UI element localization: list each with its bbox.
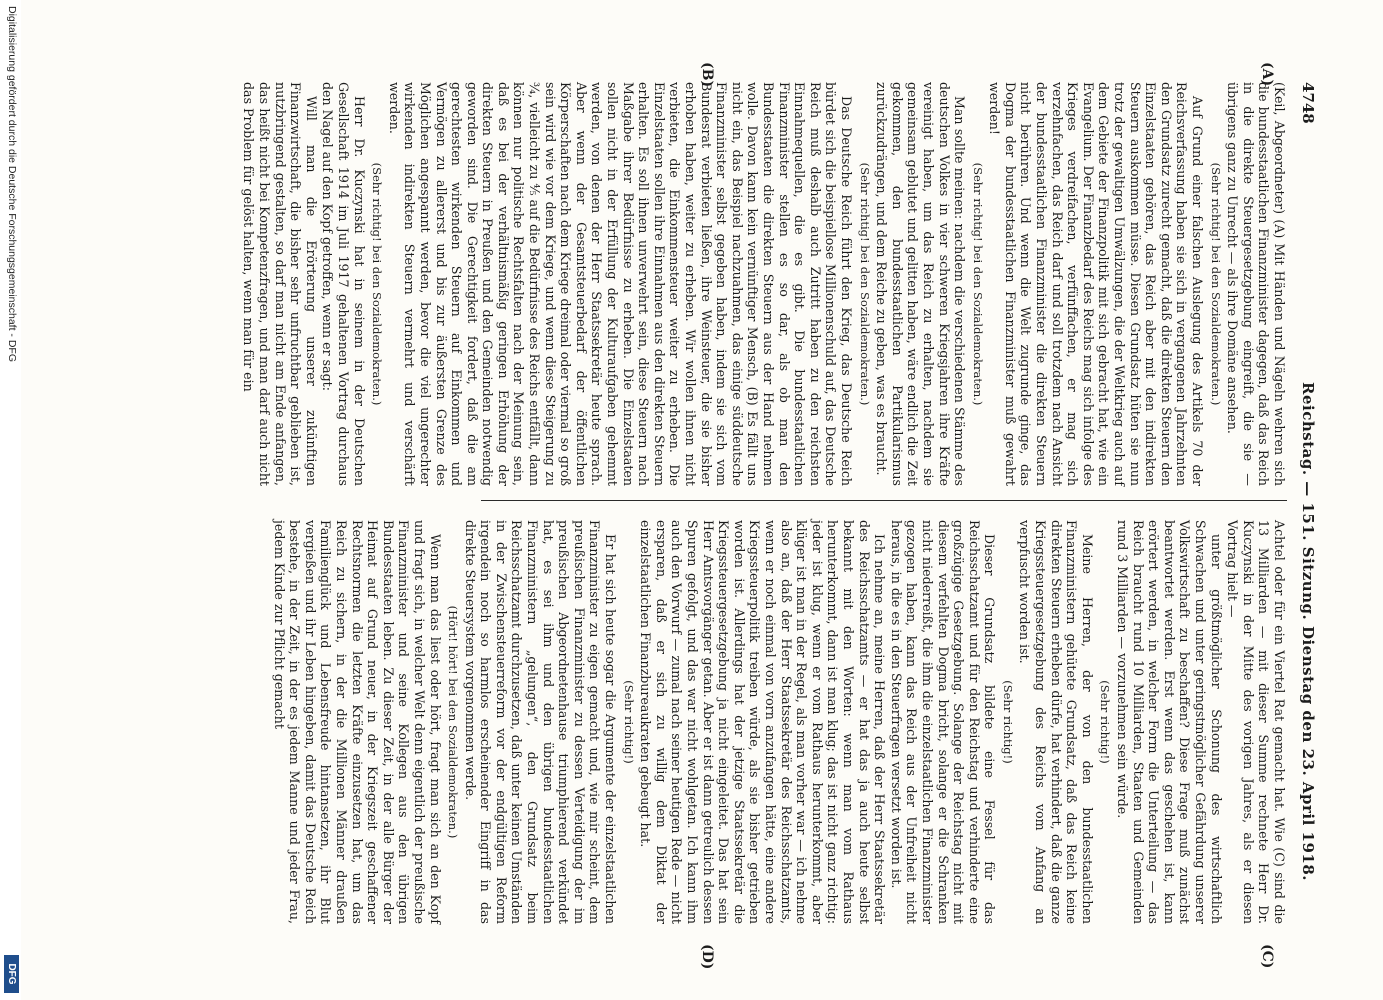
interjection: (Sehr richtig!)	[621, 680, 636, 764]
funding-notice: Digitalisierung gefördert durch die Deutsche Forschungsgemeinschaft - DFG	[6, 6, 18, 363]
interjection: (Sehr richtig! bei den Sozialdemokraten.)	[970, 162, 985, 406]
interjection: (Sehr richtig! bei den Sozialdemokraten.)	[1208, 162, 1223, 406]
margin-marker-a: (A)	[1259, 62, 1275, 87]
paragraph: Achtel oder für ein Viertel Rat gemacht hat. Wie (C) sind die 13 Milliarden — mit dieser Summe rechnete Herr Dr. Kuczynski in der Mitte des vorigen Jahres, als er diesen Vortrag hielt —	[1225, 520, 1287, 924]
interjection: (Sehr richtig! bei den Sozialdemokraten.)	[857, 162, 872, 406]
interjection: (Sehr richtig!)	[1000, 680, 1015, 764]
dfg-logo: DFG	[4, 955, 19, 993]
interjection: (Hört! hört! bei den Sozialdemokraten.)	[446, 605, 461, 839]
margin-marker-c: (C)	[1259, 944, 1275, 969]
paragraph: Dieser Grundsatz bildete eine Fessel für das Reichsschatzamt und für den Reichstag und verhinderte eine großzügige Gesetzgebung. Solange der Reichstag nicht mit diesem verfehlten Dogma bricht, solange er die Schranken nicht niederreißt, die ihm die einzelstaatlichen Finanzminister gezogen haben, kann das Reich aus der Unfreiheit nicht heraus, in die es in den Steuerfragen versetzt worden ist.	[888, 520, 998, 924]
left-column	[241, 82, 1287, 486]
paragraph: Auf Grund einer falschen Auslegung des Artikels 70 der Reichsverfassung haben sie sich in vergangenen Jahrzehnten den Grundsatz zurecht gemacht, daß die direkten Steuern den Einzelstaaten gehören, das Reich aber mit den indirekten Steuern auskommen müsse. Diesen Grundsatz hüten sie nun trotz der gewaltigen Umwälzungen, die der Weltkrieg auch auf dem Gebiete der Finanzpolitik mit sich gebracht hat, wie ein Evangelium. Der Finanzbedarf des Reichs mag sich infolge des Krieges verdreifachen, verfünffachen, er mag sich verzehnfachen, das Reich darf und soll trotzdem nach Ansicht der bundesstaatlichen Finanzminister die direkten Steuern nicht berühren. Und wenn die Welt zugrunde ginge, das Dogma der bundesstaatlichen Finanzminister muß gewahrt werden!	[987, 82, 1206, 486]
paragraph: (Keil, Abgeordneter) (A) Mit Händen und Nägeln wehren sich die bundesstaatlichen Finanzminister dagegen, daß das Reich in die direkte Steuergesetzgebung eingreift, die sie — übrigens ganz zu Unrecht — als ihre Domäne ansehen.	[1225, 82, 1287, 486]
column-divider	[481, 500, 1287, 501]
paragraph: Herr Dr. Kuczynski hat in seinem in der Deutschen Gesellschaft 1914 im Juli 1917 gehaltenen Vortrag durchaus den Nagel auf den Kopf getroffen, wenn er sagt:	[320, 82, 367, 486]
right-column	[271, 520, 1287, 924]
quotation: Will man die Erörterung unserer zukünftigen Finanzwirtschaft, die bisher sehr unfruchtbar geblieben ist, nutzbringend gestalten, so darf man nicht am Ende anfangen, das heißt nicht bei Kompetenzfragen, und man darf auch nicht das Problem für gelöst halten, wenn man für ein	[241, 82, 319, 486]
paragraph: Man sollte meinen: nachdem die verschiedenen Stämme des deutschen Volkes in vier schweren Kriegsjahren ihre Kräfte vereinigt haben, um das Reich zu erhalten, nachdem sie gemeinsam geblutet und gelitten haben, wäre endlich die Zeit gekommen, den bundesstaatlichen Partikularismus zurückzudrängen, und dem Reiche zu geben, was es braucht.	[874, 82, 968, 486]
page-number: 4748	[1299, 82, 1317, 124]
paragraph: Wenn man das liest oder hört, fragt man sich an den Kopf und fragt sich, in welcher Welt denn eigentlich der preußische Finanzminister und seine Kollegen aus den übrigen Bundesstaaten leben. Zu dieser Zeit, in der alle Bürger der Heimat auf Grund neuer, in der Kriegszeit geschaffener Rechtsnormen die letzten Kräfte einzusetzen hat, um das Reich zu sichern, in der die Millionen Männer draußen Familienglück und Lebensfreude hintansetzen, ihr Blut vergießen und ihr Leben hingeben, damit das Deutsche Reich bestehe, in der Zeit, in der es jedem Manne und jeder Frau, jedem Kinde zur Pflicht gemacht	[271, 520, 443, 924]
paragraph: Meine Herren, der von den bundesstaatlichen Finanzministern gehütete Grundsatz, daß das Reich keine direkten Steuern erheben dürfe, hat verhindert, daß die ganze Kriegssteuergesetzgebung des Reichs vom Anfang an verpfuscht worden ist.	[1017, 520, 1095, 924]
quotation: unter größtmöglicher Schonung des wirtschaftlich Schwachen und unter geringstmöglicher Gefährdung unserer Volkswirtschaft zu beschaffen? Diese Frage muß zunächst beantwortet werden. Erst wenn das geschehen ist, kann erörtert werden, in welcher Form die Unterteilung — das Reich braucht rund 10 Milliarden, Staaten und Gemeinden rund 3 Milliarden — vorzunehmen sein würde.	[1115, 520, 1224, 924]
interjection: (Sehr richtig!)	[1098, 680, 1113, 764]
session-info: Reichstag. — 151. Sitzung. Dienstag den 23. April 1918.	[1299, 382, 1317, 882]
paragraph: Das Deutsche Reich führt den Krieg, das Deutsche Reich bürdet sich die beispiellose Millionenschuld auf, das Deutsche Reich muß deshalb auch Zutritt haben zu den reichsten Einnahmequellen, die es gibt. Die bundesstaatlichen Finanzminister stellen es so dar, als ob man den Bundesstaaten die direkten Steuern aus der Hand nehmen wolle. Davon kann kein vernünftiger Mensch, (B) Es fällt uns nicht ein, das Beispiel nachzuahmen, das einige süddeutsche Finanzminister selbst gegeben haben, indem sie sich vom Bundesrat verbieten ließen, ihre Weinsteuer, die sie bisher erhoben haben, weiter zu erheben. Wir wollen ihnen nicht verbieten, die Einkommensteuer weiter zu erheben. Die Einzelstaaten sollen ihre Einnahmen aus den direkten Steuern erhalten. Es soll ihnen unverwehrt sein, diese Steuern nach Maßgabe ihrer Bedürfnisse zu erheben. Die Einzelstaaten sollen nicht in der Erfüllung der Kulturaufgaben gehemmt werden, von denen der Herr Staatssekretär heute sprach. Aber wenn der Gesamtsteuerbedarf der öffentlichen Körperschaften nach dem Kriege dreimal oder viermal so groß sein wird wie vor dem Kriege, und wenn diese Steigerung zu ¾, vielleicht zu ⅘ auf die Bedürfnisse des Reichs entfällt, dann können nur politische Rechtsfalten nach der Meinung sein, daß es bei der verhältnismäßig geringen Erhöhung der direkten Steuern in Preußen und den Gemeinden notwendig geworden sind. Die Gerechtigkeit fordert, daß die am gerechtesten wirkenden Steuern auf Einkommen und Vermögen zu allererst und bis zur äußersten Grenze des Möglichen angespannt werden, bevor die viel ungerechter wirkenden indirekten Steuern vermehrt und verschärft werden.	[386, 82, 854, 486]
interjection: (Sehr richtig! bei den Sozialdemokraten.)	[370, 162, 385, 406]
margin-marker-b: (B)	[699, 62, 715, 88]
paragraph: Er hat sich heute sogar die Argumente der einzelstaatlichen Finanzminister zu eigen gemacht und, wie mir scheint, dem preußischen Finanzminister zu dessen Verteidigung der im preußischen Abgeordnetenhause triumphierend verkündet hat, es sei ihm und den übrigen bundesstaatlichen Finanzministern „gelungen“, den Grundsatz beim Reichsschatzamt durchzusetzen, daß unter keinen Umständen in der Zwischensteuerreform vor der endgültigen Reform irgendein noch so harmlos erscheinender Eingriff in das direkte Steuersystem vorgenommen werde.	[462, 520, 619, 924]
page-header	[1291, 82, 1317, 924]
margin-marker-d: (D)	[699, 944, 715, 970]
paragraph: Ich nehme an, meine Herren, daß der Herr Staatssekretär des Reichsschatzamts — er hat das ja auch heute selbst bekannt mit den Worten: wenn man vom Rathaus herunterkommt, dann ist man klug; das ist nicht ganz richtig: jeder ist klug, wenn er vom Rathaus herunterkommt, aber klüger ist man in der Regel, als man vorher war — ich nehme also an, daß der Herr Staatssekretär des Reichsschatzamts, wenn er noch einmal von vorn anzufangen hätte, eine andere Kriegssteuerpolitik treiben würde, als sie bisher getrieben worden ist. Allerdings hat der jetzige Staatssekretär die Kriegssteuergesetzgebung ja nicht eingeleitet. Das hat sein Herr Amtsvorgänger getan. Aber er ist dann getreulich dessen Spuren gefolgt, und das war nicht wohlgetan. Ich kann ihm auch den Vorwurf — zumal nach seiner heutigen Rede — nicht ersparen, daß er sich zu willig dem Diktat der einzelstaatlichen Finanzbureaukraten gebeugt hat.	[638, 520, 888, 924]
digitization-footer	[0, 0, 21, 1000]
